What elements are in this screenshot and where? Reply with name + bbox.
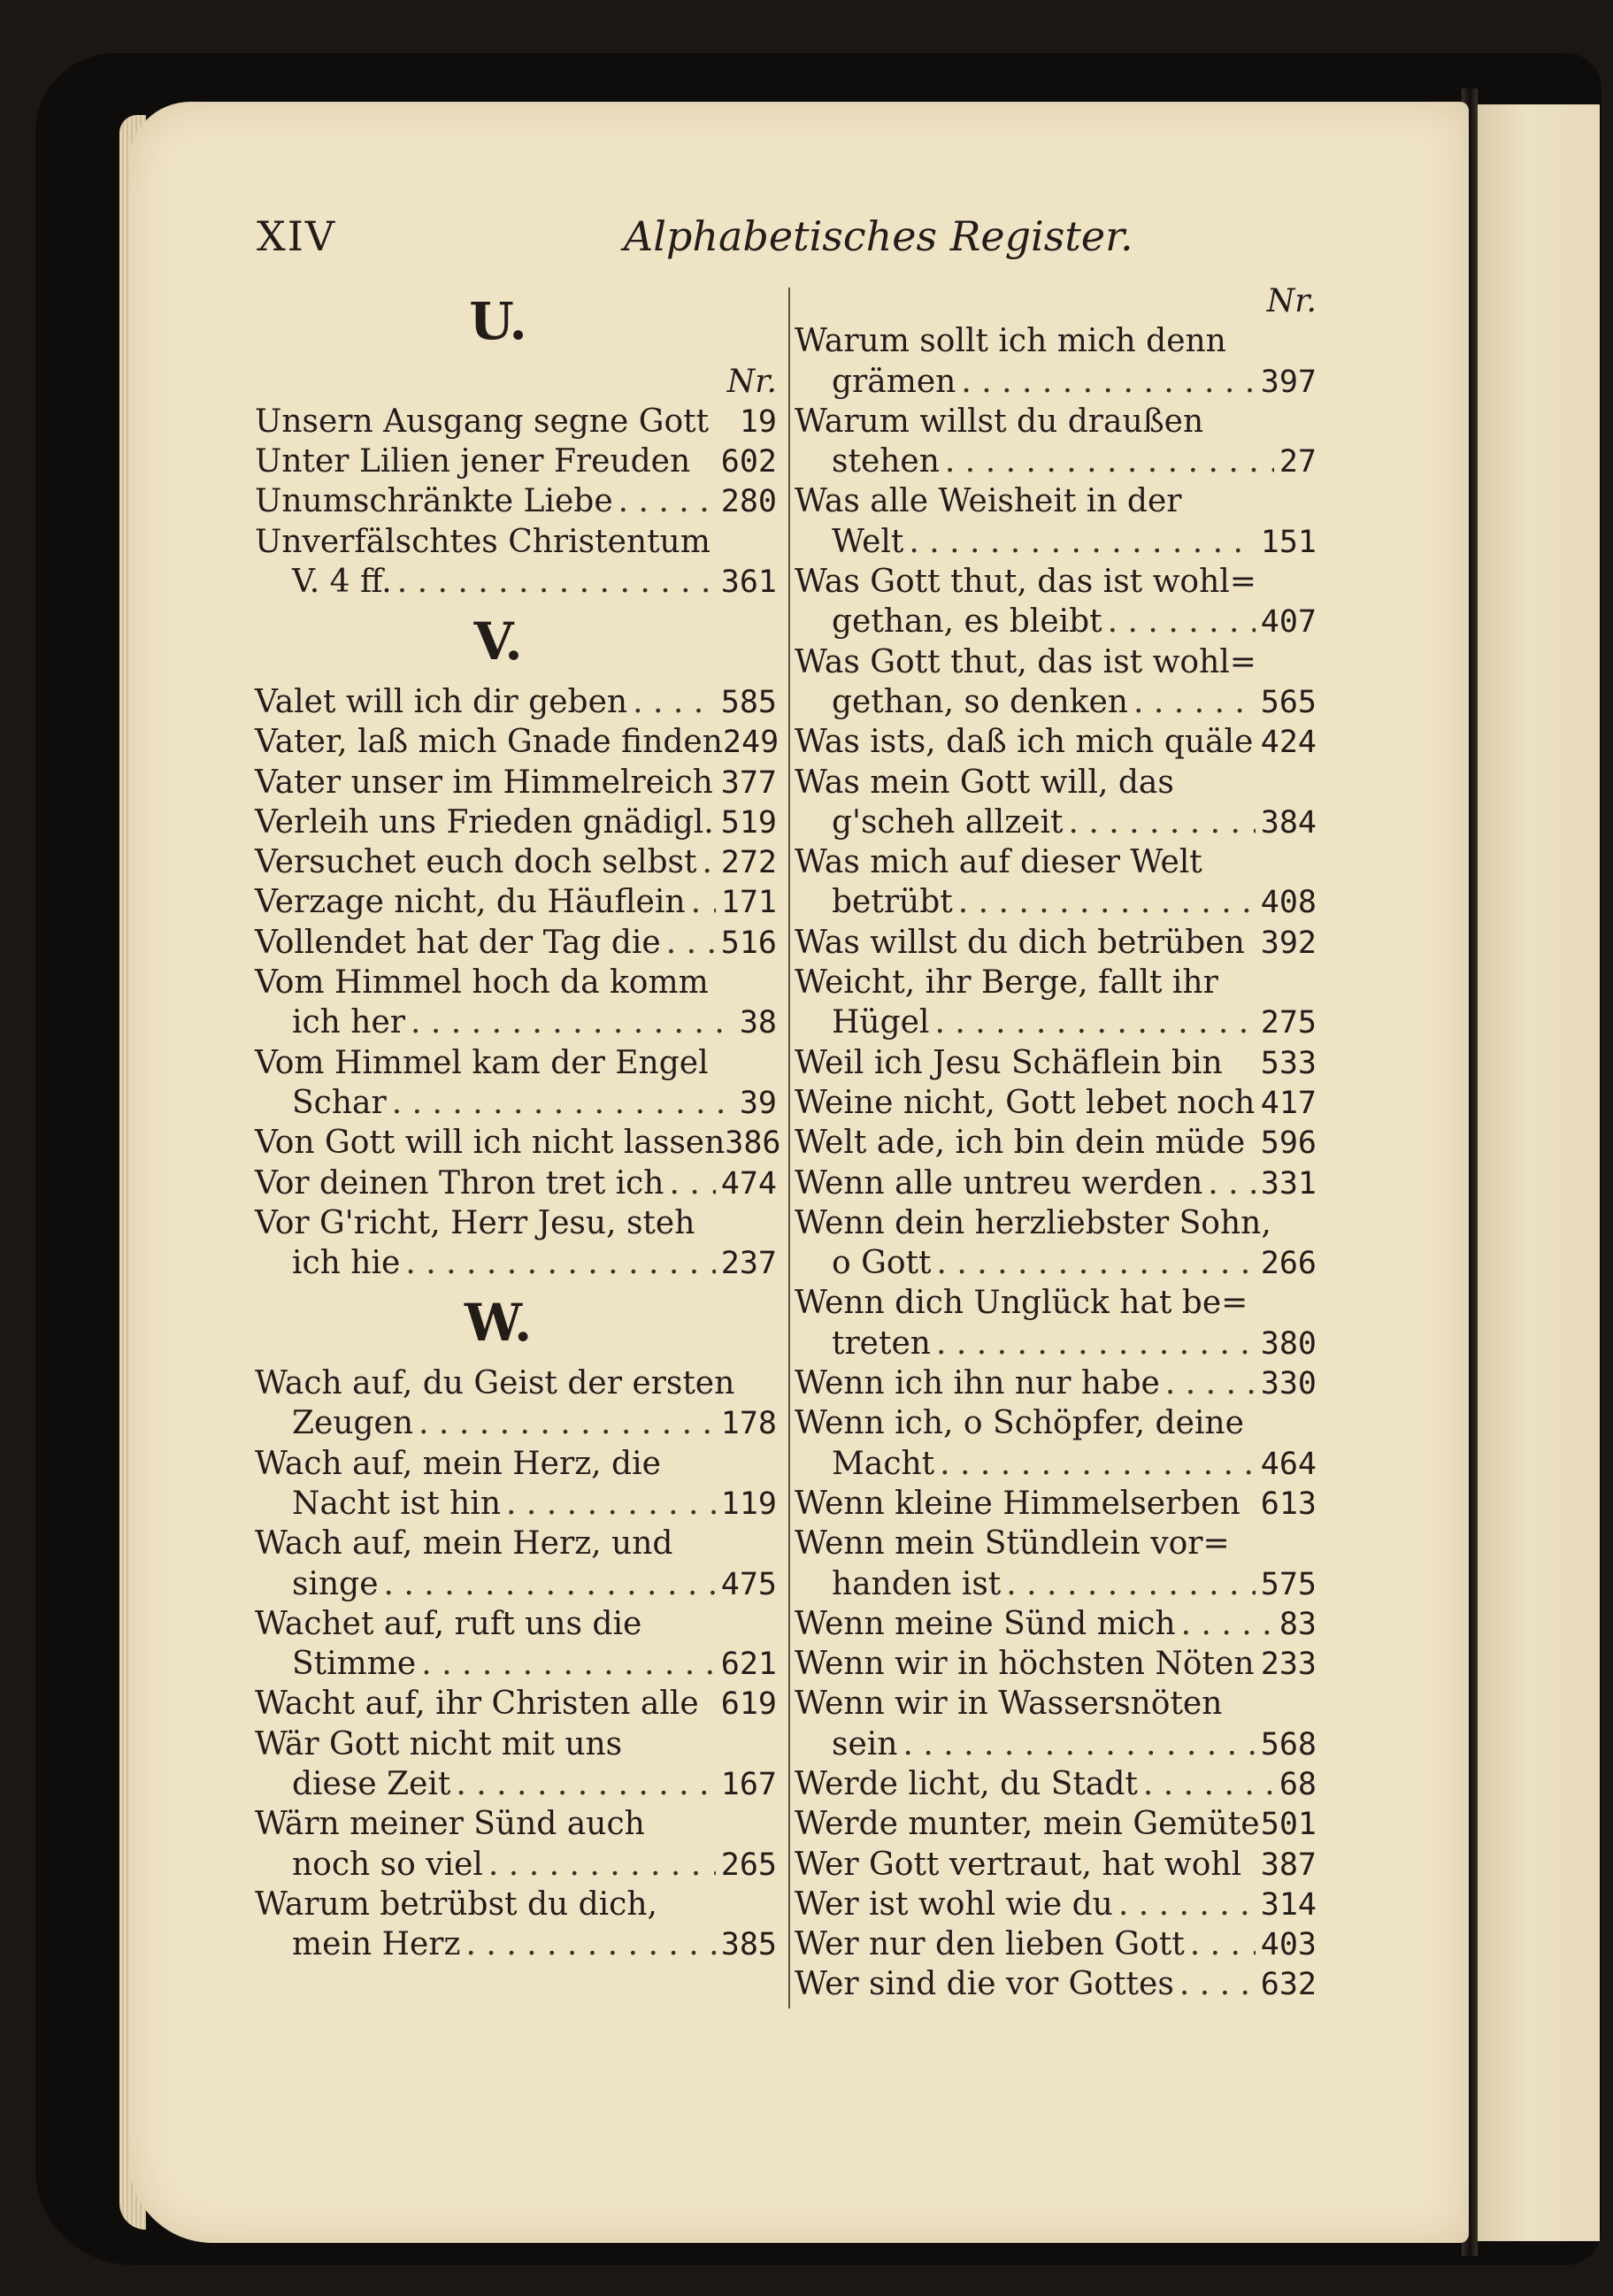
- entry-title: ich hie: [292, 1245, 401, 1282]
- dot-leader: [1179, 1964, 1256, 2004]
- entry-title: Wach auf, mein Herz, und: [255, 1525, 673, 1563]
- register-entry: [255, 1524, 777, 1563]
- register-entry: [795, 1203, 1317, 1243]
- hymn-number: 377: [720, 764, 777, 801]
- entry-title: Vollendet hat der Tag die: [255, 924, 661, 961]
- dot-leader: [961, 362, 1255, 402]
- hymn-number: 233: [1260, 1647, 1317, 1683]
- entry-title: g'scheh allzeit: [832, 803, 1064, 841]
- entry-title: handen ist: [832, 1565, 1002, 1602]
- entry-title: Was mich auf dieser Welt: [795, 844, 1202, 881]
- register-entry-continuation: [795, 1724, 1317, 1764]
- dot-leader: [1190, 1924, 1256, 1964]
- entry-title: ich her: [292, 1004, 406, 1041]
- register-entry: [255, 1684, 777, 1724]
- entry-title: Was mein Gott will, das: [795, 764, 1174, 801]
- hymn-number: 171: [720, 885, 777, 921]
- entry-title: Weine nicht, Gott lebet noch: [795, 1084, 1256, 1121]
- column-divider: [788, 288, 790, 2008]
- register-entry: [255, 1885, 777, 1924]
- register-entry: [255, 802, 777, 842]
- page-header: [257, 212, 1345, 274]
- register-entry: [255, 1444, 777, 1484]
- number-column-label: Nr.: [1266, 283, 1317, 319]
- dot-leader: [666, 923, 716, 963]
- entry-title: Von Gott will ich nicht lassen: [255, 1125, 726, 1162]
- register-entry: [795, 963, 1317, 1002]
- entry-title: Unter Lilien jener Freuden: [255, 443, 691, 480]
- section-letter: W.: [464, 1293, 533, 1354]
- hymn-number: 361: [720, 564, 777, 601]
- register-entry: [795, 842, 1317, 882]
- hymn-number: 632: [1260, 1967, 1317, 2003]
- hymn-number: 424: [1260, 725, 1317, 761]
- dot-leader: [936, 1243, 1255, 1283]
- register-entry-continuation: [255, 1403, 777, 1443]
- register-entry-continuation: [795, 1002, 1317, 1042]
- dot-leader: [1208, 1163, 1256, 1203]
- dot-leader: [397, 562, 716, 602]
- dot-leader: [384, 1564, 716, 1604]
- register-entry-continuation: [255, 1644, 777, 1684]
- register-entry: [255, 1043, 777, 1083]
- hymn-number: 516: [720, 925, 777, 961]
- entry-title: grämen: [832, 363, 956, 400]
- register-entry-continuation: [795, 602, 1317, 641]
- entry-title: o Gott: [832, 1245, 932, 1282]
- running-title: Alphabetisches Register.: [624, 212, 1133, 260]
- dot-leader: [1181, 1604, 1274, 1644]
- dot-leader: [1068, 802, 1255, 842]
- register-entry: [255, 923, 777, 963]
- hymn-number: 408: [1260, 885, 1317, 921]
- hymn-number: 266: [1260, 1246, 1317, 1282]
- entry-title: Wenn kleine Himmelserben: [795, 1485, 1240, 1522]
- entry-title: Was ists, daß ich mich quäle: [795, 724, 1254, 761]
- register-entry: [795, 1964, 1317, 2004]
- entry-title: Wenn meine Sünd mich: [795, 1605, 1176, 1642]
- hymn-number: 280: [720, 484, 777, 520]
- entry-title: stehen: [832, 443, 940, 480]
- register-entry: [255, 1804, 777, 1844]
- register-entry: [255, 763, 777, 802]
- entry-title: Wer nur den lieben Gott: [795, 1926, 1185, 1963]
- hymn-number: 565: [1260, 684, 1317, 720]
- hymn-number: 331: [1260, 1165, 1317, 1202]
- entry-title: mein Herz: [292, 1926, 461, 1963]
- register-entry-continuation: [255, 1083, 777, 1123]
- entry-title: Vater, laß mich Gnade finden: [255, 724, 723, 761]
- entry-title: Wenn alle untreu werden: [795, 1164, 1203, 1202]
- register-entry: [795, 402, 1317, 442]
- entry-title: Wachet auf, ruft uns die: [255, 1605, 642, 1642]
- entry-title: Wenn wir in höchsten Nöten: [795, 1646, 1255, 1683]
- entry-title: Unverfälschtes Christentum: [255, 523, 710, 560]
- dot-leader: [669, 1163, 715, 1203]
- hymn-number: 83: [1279, 1606, 1317, 1642]
- register-entry: [255, 402, 777, 442]
- hymn-number: 249: [722, 725, 780, 761]
- hymn-number: 474: [720, 1165, 777, 1202]
- register-entry-continuation: [795, 362, 1317, 402]
- register-entry: [255, 1123, 781, 1163]
- entry-title: Nacht ist hin: [292, 1485, 502, 1522]
- register-entry: [255, 1163, 777, 1203]
- register-entry: [795, 722, 1317, 762]
- entry-title: Stimme: [292, 1646, 417, 1683]
- hymn-number: 407: [1260, 604, 1317, 641]
- register-entry-continuation: [255, 1924, 777, 1964]
- entry-title: Schar: [292, 1084, 387, 1121]
- register-entry-continuation: [795, 1324, 1317, 1363]
- hymn-number: 27: [1279, 444, 1317, 480]
- dot-leader: [945, 442, 1274, 481]
- entry-title: Vor G'richt, Herr Jesu, steh: [255, 1204, 695, 1241]
- entry-title: betrübt: [832, 884, 953, 921]
- hymn-number: 613: [1260, 1486, 1317, 1522]
- hymn-number: 380: [1260, 1325, 1317, 1362]
- dot-leader: [488, 1845, 716, 1885]
- entry-title: Welt ade, ich bin dein müde: [795, 1125, 1246, 1162]
- entry-title: Weicht, ihr Berge, fallt ihr: [795, 964, 1218, 1002]
- hymn-number: 19: [739, 403, 777, 440]
- hymn-number: 119: [720, 1486, 777, 1522]
- hymn-number: 151: [1260, 524, 1317, 560]
- register-entry: [795, 1604, 1317, 1644]
- register-entry: [255, 842, 777, 882]
- facing-page-edge: [1476, 104, 1600, 2241]
- entry-title: Unumschränkte Liebe: [255, 483, 613, 520]
- register-entry: [255, 682, 777, 722]
- register-entry: [255, 1203, 777, 1243]
- register-entry: [795, 562, 1317, 602]
- entry-title: Valet will ich dir geben: [255, 683, 628, 720]
- register-entry: [255, 522, 777, 562]
- register-entry-continuation: [255, 562, 777, 602]
- dot-leader: [456, 1764, 715, 1804]
- hymn-number: 387: [1260, 1847, 1317, 1883]
- dot-leader: [958, 882, 1256, 922]
- dot-leader: [411, 1002, 734, 1042]
- dot-leader: [405, 1243, 715, 1283]
- hymn-number: 265: [720, 1847, 777, 1883]
- entry-title: diese Zeit: [292, 1765, 451, 1802]
- register-entry-continuation: [255, 1564, 777, 1604]
- hymn-number: 621: [720, 1647, 777, 1683]
- hymn-number: 619: [720, 1686, 777, 1723]
- register-entry: [255, 442, 777, 481]
- entry-title: Wenn wir in Wassersnöten: [795, 1686, 1223, 1723]
- register-column-left: [255, 281, 781, 1964]
- number-column-label: Nr.: [726, 363, 777, 400]
- register-entry-continuation: [255, 1002, 777, 1042]
- hymn-number: 385: [720, 1927, 777, 1963]
- register-entry-continuation: [795, 1564, 1317, 1604]
- hymn-number: 272: [720, 845, 777, 881]
- dot-leader: [1143, 1764, 1274, 1804]
- register-entry: [255, 963, 777, 1002]
- register-entry: [795, 1524, 1317, 1563]
- hymn-number: 585: [720, 684, 777, 720]
- entry-title: Vom Himmel hoch da komm: [255, 964, 709, 1002]
- entry-title: Was Gott thut, das ist wohl=: [795, 564, 1256, 601]
- hymn-number: 68: [1279, 1766, 1317, 1802]
- entry-title: Wär Gott nicht mit uns: [255, 1725, 623, 1762]
- entry-title: noch so viel: [292, 1846, 483, 1883]
- register-entry: [795, 1484, 1317, 1524]
- entry-title: Unsern Ausgang segne Gott: [255, 403, 710, 440]
- hymn-number: 501: [1260, 1807, 1317, 1843]
- dot-leader: [465, 1924, 715, 1964]
- entry-title: Verzage nicht, du Häuflein: [255, 884, 686, 921]
- hymn-number: 568: [1260, 1726, 1317, 1762]
- hymn-number: 397: [1260, 364, 1317, 400]
- register-column-right: [795, 281, 1317, 2005]
- entry-title: Wer sind die vor Gottes: [795, 1966, 1174, 2003]
- entry-title: Was willst du dich betrüben: [795, 924, 1245, 961]
- register-entry: [795, 1043, 1317, 1083]
- register-entry: [795, 642, 1317, 682]
- hymn-number: 596: [1260, 1125, 1317, 1162]
- page-number: XIV: [257, 212, 337, 260]
- hymn-number: 519: [720, 804, 777, 841]
- entry-title: Weil ich Jesu Schäflein bin: [795, 1044, 1223, 1081]
- register-entry-continuation: [795, 522, 1317, 562]
- register-entry: [795, 1924, 1317, 1964]
- entry-title: V. 4 ff.: [292, 564, 392, 601]
- register-entry: [255, 1604, 777, 1644]
- entry-title: Wärn meiner Sünd auch: [255, 1806, 645, 1843]
- hymn-number: 38: [739, 1005, 777, 1041]
- entry-title: Vor deinen Thron tret ich: [255, 1164, 664, 1202]
- entry-title: Wenn dich Unglück hat be=: [795, 1285, 1248, 1322]
- entry-title: Wenn mein Stündlein vor=: [795, 1525, 1230, 1563]
- dot-leader: [934, 1002, 1255, 1042]
- dot-leader: [1133, 682, 1256, 722]
- hymn-number: 417: [1260, 1085, 1317, 1121]
- register-entry: [795, 1845, 1317, 1885]
- hymn-number: 403: [1260, 1927, 1317, 1963]
- dot-leader: [506, 1484, 716, 1524]
- register-entry: [795, 321, 1317, 361]
- dot-leader: [703, 842, 716, 882]
- dot-leader: [936, 1324, 1256, 1363]
- entry-title: Versuchet euch doch selbst: [255, 844, 697, 881]
- entry-title: Wenn ich ihn nur habe: [795, 1365, 1160, 1402]
- register-entry-continuation: [795, 1243, 1317, 1283]
- hymn-number: 533: [1260, 1045, 1317, 1081]
- register-entry: [795, 1764, 1317, 1804]
- register-entry: [255, 1363, 777, 1403]
- entry-title: Wer Gott vertraut, hat wohl: [795, 1846, 1242, 1883]
- dot-leader: [940, 1444, 1256, 1484]
- entry-title: gethan, so denken: [832, 683, 1128, 720]
- register-entry: [795, 1804, 1317, 1844]
- register-entry: [795, 1403, 1317, 1443]
- entry-title: Wach auf, du Geist der ersten: [255, 1365, 735, 1402]
- entry-title: Vater unser im Himmelreich: [255, 764, 713, 801]
- section-letter: V.: [473, 611, 523, 672]
- register-entry: [795, 1885, 1317, 1924]
- hymn-number: 237: [720, 1246, 777, 1282]
- entry-title: Vom Himmel kam der Engel: [255, 1044, 709, 1081]
- dot-leader: [909, 522, 1255, 562]
- dot-leader: [421, 1644, 716, 1684]
- register-entry: [255, 882, 777, 922]
- hymn-number: 392: [1260, 925, 1317, 961]
- register-entry: [795, 1083, 1317, 1123]
- hymn-number: 575: [1260, 1566, 1317, 1602]
- register-entry: [795, 1163, 1317, 1203]
- entry-title: Wenn dein herzliebster Sohn,: [795, 1204, 1271, 1241]
- hymn-number: 39: [739, 1085, 777, 1121]
- hymn-number: 314: [1260, 1886, 1317, 1923]
- entry-title: Verleih uns Frieden gnädigl.: [255, 803, 714, 841]
- entry-title: sein: [832, 1725, 898, 1762]
- register-entry-continuation: [255, 1484, 777, 1524]
- register-entry: [255, 1724, 777, 1764]
- entry-title: Werde munter, mein Gemüte: [795, 1806, 1260, 1843]
- hymn-number: 330: [1260, 1366, 1317, 1402]
- hymn-number: 602: [720, 444, 777, 480]
- dot-leader: [903, 1724, 1255, 1764]
- entry-title: Wacht auf, ihr Christen alle: [255, 1686, 699, 1723]
- dot-leader: [1165, 1363, 1256, 1403]
- register-entry: [255, 722, 780, 762]
- dot-leader: [419, 1403, 716, 1443]
- register-entry-continuation: [795, 682, 1317, 722]
- entry-title: Was alle Weisheit in der: [795, 483, 1182, 520]
- hymn-number: 178: [720, 1406, 777, 1442]
- hymn-number: 167: [720, 1766, 777, 1802]
- entry-title: singe: [292, 1565, 379, 1602]
- entry-title: Hügel: [832, 1004, 930, 1041]
- entry-title: Wach auf, mein Herz, die: [255, 1445, 661, 1482]
- register-entry-continuation: [255, 1764, 777, 1804]
- entry-title: Wer ist wohl wie du: [795, 1885, 1113, 1923]
- register-entry-continuation: [795, 802, 1317, 842]
- entry-title: Was Gott thut, das ist wohl=: [795, 643, 1256, 680]
- hymn-number: 386: [725, 1125, 781, 1162]
- register-entry-continuation: [255, 1845, 777, 1885]
- entry-title: Werde licht, du Stadt: [795, 1765, 1138, 1802]
- entry-title: treten: [832, 1325, 931, 1362]
- hymn-number: 475: [720, 1566, 777, 1602]
- register-entry: [795, 763, 1317, 802]
- register-entry: [795, 1123, 1317, 1163]
- hymn-number: 384: [1260, 804, 1317, 841]
- register-entry: [255, 481, 777, 521]
- entry-title: gethan, es bleibt: [832, 603, 1102, 641]
- entry-title: Macht: [832, 1445, 935, 1482]
- register-entry: [795, 1684, 1317, 1724]
- register-entry: [795, 481, 1317, 521]
- register-entry-continuation: [795, 882, 1317, 922]
- section-letter: U.: [469, 291, 527, 351]
- dot-leader: [392, 1083, 734, 1123]
- entry-title: Warum betrübst du dich,: [255, 1885, 657, 1923]
- entry-title: Zeugen: [292, 1405, 414, 1442]
- register-entry: [795, 1283, 1317, 1323]
- entry-title: Warum willst du draußen: [795, 403, 1204, 440]
- entry-title: Wenn ich, o Schöpfer, deine: [795, 1405, 1244, 1442]
- register-entry-continuation: [255, 1243, 777, 1283]
- hymn-number: 275: [1260, 1005, 1317, 1041]
- entry-title: Welt: [832, 523, 904, 560]
- hymn-number: 464: [1260, 1446, 1317, 1482]
- register-entry: [795, 1644, 1317, 1684]
- dot-leader: [633, 682, 716, 722]
- entry-title: Warum sollt ich mich denn: [795, 323, 1226, 360]
- dot-leader: [1118, 1885, 1256, 1924]
- register-entry-continuation: [795, 442, 1317, 481]
- dot-leader: [1006, 1564, 1256, 1604]
- register-entry-continuation: [795, 1444, 1317, 1484]
- register-entry: [795, 923, 1317, 963]
- register-entry: [795, 1363, 1317, 1403]
- dot-leader: [691, 882, 716, 922]
- dot-leader: [618, 481, 716, 521]
- dot-leader: [1108, 602, 1256, 641]
